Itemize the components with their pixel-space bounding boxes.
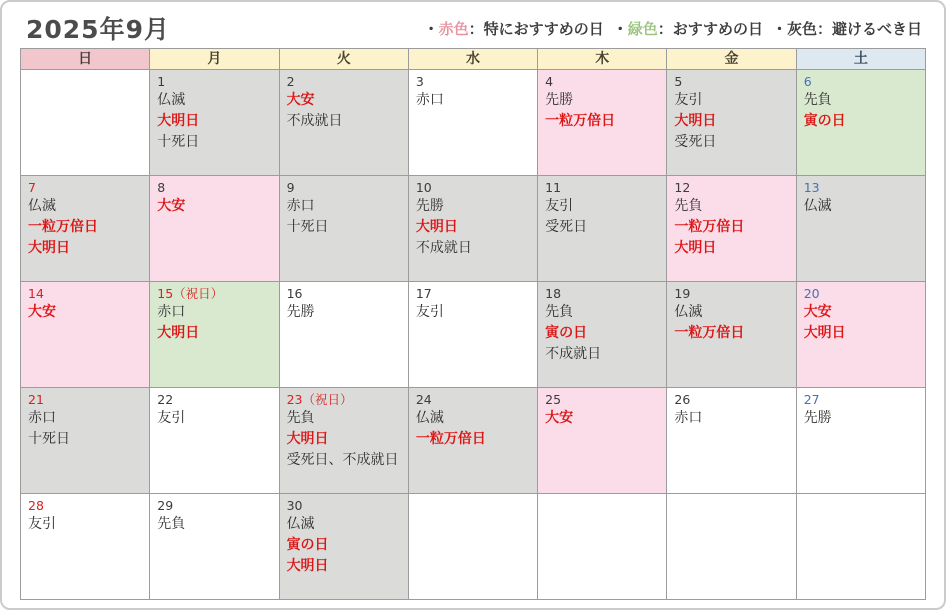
calendar-note: 受死日、不成就日 — [286, 452, 399, 468]
day-number: 18 — [545, 286, 562, 301]
calendar-note: 十死日 — [286, 219, 329, 235]
day-number: 26 — [674, 392, 691, 407]
calendar-note: 赤口 — [286, 198, 315, 214]
day-cell-18 — [538, 282, 667, 387]
day-cell-9 — [280, 176, 409, 281]
day-cell-3 — [409, 70, 538, 175]
calendar-note: 大明日 — [286, 431, 329, 447]
legend-bullet: ・ — [771, 19, 787, 38]
calendar-note: 先負 — [674, 198, 703, 214]
calendar-note: 十死日 — [157, 134, 200, 150]
weekday-header-weekday-木: 木 — [538, 49, 667, 69]
calendar-note: 一粒万倍日 — [28, 219, 98, 235]
calendar-note: 大安 — [286, 92, 315, 108]
legend-item-2 — [772, 18, 922, 39]
calendar-note: 大明日 — [674, 240, 717, 256]
day-number: 13 — [803, 180, 820, 195]
day-cell-11 — [538, 176, 667, 281]
weekday-header-sun-日: 日 — [21, 49, 150, 69]
calendar-note: 一粒万倍日 — [545, 113, 616, 129]
day-number: 29 — [157, 498, 174, 513]
calendar-note: 大明日 — [415, 219, 458, 235]
day-cell-17 — [409, 282, 538, 387]
day-number: 25 — [545, 392, 562, 407]
day-number: 23（祝日） — [286, 392, 353, 407]
legend-term: 赤色 — [438, 19, 469, 38]
calendar-note: 先勝 — [803, 410, 832, 426]
day-number: 27 — [803, 392, 820, 407]
day-cell-14 — [21, 282, 150, 387]
calendar-note: 仏滅 — [157, 92, 186, 108]
calendar-note: 十死日 — [28, 431, 70, 447]
day-number: 28 — [28, 498, 44, 513]
calendar-note: 大安 — [28, 304, 56, 320]
weekday-header-row — [21, 49, 925, 70]
day-number: 8 — [157, 180, 166, 195]
calendar-note: 赤口 — [157, 304, 186, 320]
legend-bullet: ・ — [423, 19, 439, 38]
page-title: 2025年9月 — [26, 15, 170, 44]
calendar-note: 赤口 — [674, 410, 703, 426]
weekday-header-weekday-水: 水 — [409, 49, 538, 69]
legend-bullet: ・ — [612, 19, 628, 38]
calendar-note: 不成就日 — [545, 346, 602, 362]
day-cell-2 — [280, 70, 409, 175]
day-number: 5 — [674, 74, 683, 89]
calendar-note: 仏滅 — [28, 198, 56, 214]
day-cell-29 — [150, 494, 279, 599]
calendar-note: 友引 — [28, 516, 56, 532]
day-cell-13 — [797, 176, 925, 281]
week-row-3 — [21, 282, 925, 388]
legend-desc: ：避けるべき日 — [816, 19, 922, 38]
calendar-note: 大明日 — [286, 558, 329, 574]
legend — [424, 18, 922, 39]
calendar-note: 仏滅 — [415, 410, 444, 426]
day-number: 2 — [286, 74, 295, 89]
legend-desc: ：おすすめの日 — [657, 19, 763, 38]
calendar-note: 先負 — [545, 304, 574, 320]
day-cell-5 — [667, 70, 796, 175]
day-cell-16 — [280, 282, 409, 387]
legend-term: 緑色 — [627, 19, 658, 38]
day-cell-19 — [667, 282, 796, 387]
calendar-note: 不成就日 — [415, 240, 472, 256]
calendar-note: 大明日 — [28, 240, 70, 256]
calendar-note: 先勝 — [545, 92, 574, 108]
day-number: 17 — [415, 286, 432, 301]
week-row-2 — [21, 176, 925, 282]
day-cell-10 — [409, 176, 538, 281]
weekday-header-weekday-金: 金 — [667, 49, 796, 69]
legend-desc: ：特におすすめの日 — [468, 19, 604, 38]
calendar-note: 先負 — [157, 516, 186, 532]
day-number: 16 — [286, 286, 303, 301]
calendar-note: 不成就日 — [286, 113, 343, 129]
calendar-note: 仏滅 — [286, 516, 315, 532]
day-number: 21 — [28, 392, 44, 407]
week-row-4 — [21, 388, 925, 494]
calendar-note: 寅の日 — [803, 113, 846, 129]
day-cell-12 — [667, 176, 796, 281]
day-cell-20 — [797, 282, 925, 387]
day-cell-1 — [150, 70, 279, 175]
calendar-note: 先勝 — [415, 198, 444, 214]
day-cell-26 — [667, 388, 796, 493]
calendar-note: 一粒万倍日 — [674, 325, 745, 341]
empty-cell — [667, 494, 796, 599]
week-row-1 — [21, 70, 925, 176]
calendar-note: 一粒万倍日 — [674, 219, 745, 235]
day-number: 3 — [415, 74, 424, 89]
calendar-grid — [20, 48, 926, 600]
day-cell-8 — [150, 176, 279, 281]
day-cell-28 — [21, 494, 150, 599]
calendar-note: 大安 — [803, 304, 832, 320]
day-number: 14 — [28, 286, 44, 301]
day-number: 30 — [286, 498, 303, 513]
calendar-note: 先負 — [286, 410, 315, 426]
day-cell-27 — [797, 388, 925, 493]
calendar-note: 赤口 — [415, 92, 444, 108]
day-cell-23 — [280, 388, 409, 493]
weekday-header-weekday-月: 月 — [150, 49, 279, 69]
calendar-note: 仏滅 — [803, 198, 832, 214]
legend-item-1 — [613, 18, 763, 39]
day-cell-21 — [21, 388, 150, 493]
calendar-note: 寅の日 — [545, 325, 588, 341]
day-number: 12 — [674, 180, 691, 195]
day-cell-25 — [538, 388, 667, 493]
calendar-note: 大安 — [545, 410, 574, 426]
calendar-note: 赤口 — [28, 410, 56, 426]
day-cell-30 — [280, 494, 409, 599]
empty-cell — [538, 494, 667, 599]
calendar-note: 大明日 — [674, 113, 717, 129]
calendar-note: 寅の日 — [286, 537, 329, 553]
day-cell-6 — [797, 70, 925, 175]
day-number: 20 — [803, 286, 820, 301]
calendar-note: 友引 — [157, 410, 186, 426]
day-number: 15（祝日） — [157, 286, 224, 301]
week-row-5 — [21, 494, 925, 599]
day-cell-24 — [409, 388, 538, 493]
day-number: 9 — [286, 180, 295, 195]
calendar-note: 仏滅 — [674, 304, 703, 320]
day-number: 24 — [415, 392, 432, 407]
day-number: 11 — [545, 180, 562, 195]
calendar-note: 友引 — [674, 92, 703, 108]
empty-cell — [21, 70, 150, 175]
calendar-note: 友引 — [545, 198, 574, 214]
calendar-note: 受死日 — [674, 134, 717, 150]
day-cell-4 — [538, 70, 667, 175]
day-number: 4 — [545, 74, 554, 89]
day-cell-15 — [150, 282, 279, 387]
calendar-note: 大明日 — [803, 325, 846, 341]
day-number: 19 — [674, 286, 691, 301]
weekday-header-weekday-火: 火 — [280, 49, 409, 69]
day-number: 1 — [157, 74, 166, 89]
legend-item-0 — [424, 18, 604, 39]
day-number: 6 — [803, 74, 812, 89]
calendar-note: 先勝 — [286, 304, 315, 320]
calendar-note: 大安 — [157, 198, 186, 214]
day-cell-22 — [150, 388, 279, 493]
day-cell-7 — [21, 176, 150, 281]
calendar-note: 一粒万倍日 — [415, 431, 486, 447]
weekday-header-sat-土: 土 — [797, 49, 925, 69]
day-number: 22 — [157, 392, 174, 407]
calendar-note: 先負 — [803, 92, 832, 108]
day-number: 10 — [415, 180, 432, 195]
calendar-note: 大明日 — [157, 325, 200, 341]
day-number: 7 — [28, 180, 36, 195]
calendar-note: 友引 — [415, 304, 444, 320]
empty-cell — [409, 494, 538, 599]
calendar-note: 受死日 — [545, 219, 588, 235]
empty-cell — [797, 494, 925, 599]
legend-term: 灰色 — [786, 19, 817, 38]
top-bar — [2, 2, 944, 48]
calendar-note: 大明日 — [157, 113, 200, 129]
calendar-weeks — [21, 70, 925, 599]
